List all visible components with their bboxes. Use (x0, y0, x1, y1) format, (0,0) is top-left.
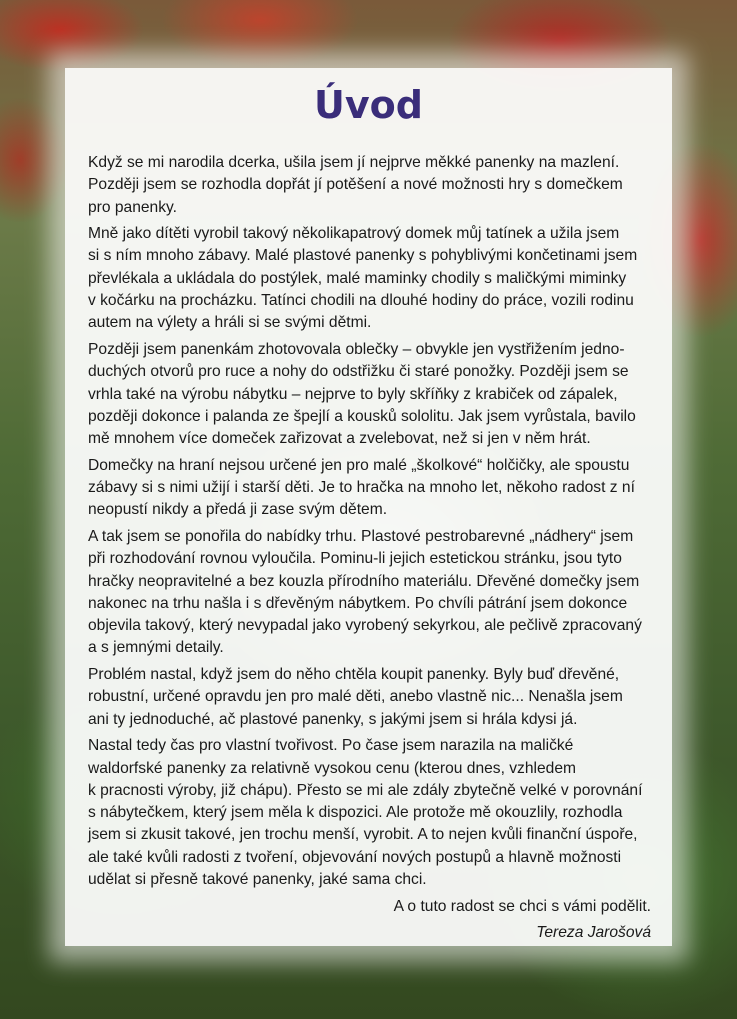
paragraph: Když se mi narodila dcerka, ušila jsem jí nejprve měkké panenky na mazlení. Později jsem se rozhodla dopřát jí potěšení a nové možnosti hry s domečkem pro panenky. (88, 154, 623, 216)
paragraph: Nastal tedy čas pro vlastní tvořivost. Po čase jsem narazila na maličké waldorfské panenky za relativně vysokou cenu (kterou dnes, vzhledem k pracnosti výroby, již chápu). Přesto se mi ale zdály zbytečně velké v porovnání s nábytečkem, který jsem měla k dispozici. Ale protože mě okouzlily, rozhodla jsem si zkusit takové, jen trochu menší, vyrobit. A to nejen kvůli finanční úspoře, ale také kvůli radosti z tvoření, objevování nových postupů a hlavně možnosti udělat si přesně takové panenky, jaké sama chci. (88, 737, 643, 888)
paragraph: Mně jako dítěti vyrobil takový několikapatrový domek můj tatínek a užila jsem si s ním mnoho zábavy. Malé plastové panenky s pohyblivými končetinami jsem převlékala a ukládala do postýlek, malé maminky chodily s maličkými miminky v kočárku na procházku. Tatínci chodili na dlouhé hodiny do práce, vozili rodinu autem na výlety a hráli si se svými dětmi. (88, 225, 638, 332)
page-title: Úvod (314, 83, 423, 127)
author-signature: Tereza Jarošová (536, 924, 651, 942)
paragraph: Domečky na hraní nejsou určené jen pro malé „školkové“ holčičky, ale spoustu zábavy si s nimi užijí i starší děti. Je to hračka na mnoho let, někoho radost z ní neopustí nikdy a předá ji zase svým dětem. (88, 456, 635, 519)
paragraph: Problém nastal, když jsem do něho chtěla koupit panenky. Byly buď dřevěné, robustní, určené opravdu jen pro malé děti, anebo vlastně nic... Nenašla jsem ani ty jednoduché, ač plastové panenky, s jakými jsem si hrála kdysi já. (88, 666, 623, 728)
body-text (88, 152, 663, 949)
paragraph: A tak jsem se ponořila do nabídky trhu. Plastové pestrobarevné „nádhery“ jsem při rozhodování rovnou vyloučila. Pominu-li jejich estetickou stránku, jsou tyto hračky neopravitelné a bez kouzla přírodního materiálu. Dřevěné domečky jsem nakonec na trhu našla i s dřevěným nábytkem. Po chvíli pátrání jsem dokonce objevila takový, který nevypadal jako vyrobený sekyrkou, ale pečlivě zpracovaný a s jemnými detaily. (88, 527, 642, 657)
closing-line: A o tuto radost se chci s vámi podělit. (393, 897, 651, 915)
paragraph: Později jsem panenkám zhotovovala oblečky – obvykle jen vystřižením jedno- duchých otvorů pro ruce a nohy do odstřižku či staré ponožky. Později jsem se vrhla také na výrobu nábytku – nejprve to byly skříňky z krabiček od zápalek, později dokonce i palanda ze špejlí a kousků sololitu. Jak jsem vyrůstala, bavilo mě mnohem více domeček zařizovat a zvelebovat, než si jen v něm hrát. (88, 340, 636, 448)
